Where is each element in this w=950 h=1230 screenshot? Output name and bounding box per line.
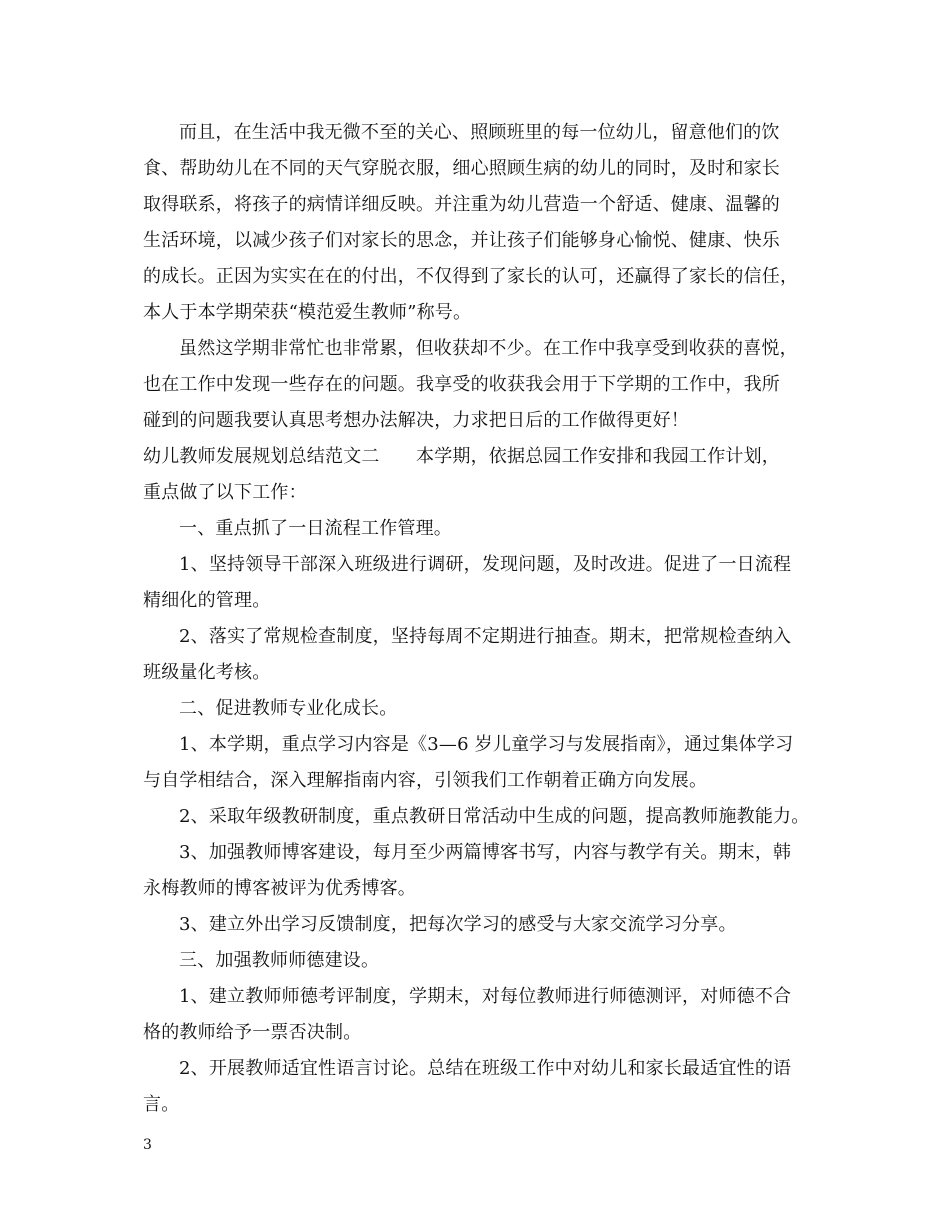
paragraph-line: 碰到的问题我要认真思考想办法解决，力求把日后的工作做得更好！	[143, 410, 689, 431]
section-heading: 一、重点抓了一日流程工作管理。	[179, 518, 452, 539]
paragraph-line: 重点做了以下工作：	[143, 482, 307, 503]
list-item-line: 与自学相结合，深入理解指南内容，引领我们工作朝着正确方向发展。	[143, 770, 708, 791]
list-item-line: 2、开展教师适宜性语言讨论。总结在班级工作中对幼儿和家长最适宜性的语	[179, 1058, 792, 1079]
paragraph-line: 虽然这学期非常忙也非常累，但收获却不少。在工作中我享受到收获的喜悦，	[179, 338, 798, 359]
list-item-line: 言。	[143, 1094, 180, 1115]
list-item-line: 2、采取年级教研制度，重点教研日常活动中生成的问题，提高教师施教能力。	[179, 806, 810, 827]
paragraph-line: 而且，在生活中我无微不至的关心、照顾班里的每一位幼儿，留意他们的饮	[179, 122, 780, 143]
paragraph-line: 的成长。正因为实实在在的付出，不仅得到了家长的认可，还赢得了家长的信任，	[143, 266, 799, 287]
section-heading: 二、促进教师专业化成长。	[179, 698, 398, 719]
paragraph-line: 生活环境，以减少孩子们对家长的思念，并让孩子们能够身心愉悦、健康、快乐	[143, 230, 780, 251]
list-item-line: 1、建立教师师德考评制度，学期末，对每位教师进行师德测评，对师德不合	[179, 986, 792, 1007]
list-item-line: 3、加强教师博客建设，每月至少两篇博客书写，内容与教学有关。期末，韩	[179, 842, 792, 863]
list-item-line: 格的教师给予一票否决制。	[143, 1022, 362, 1043]
list-item-line: 班级量化考核。	[143, 662, 271, 683]
paragraph-line: 食、帮助幼儿在不同的天气穿脱衣服，细心照顾生病的幼儿的同时，及时和家长	[143, 158, 780, 179]
list-item-line: 1、坚持领导干部深入班级进行调研，发现问题，及时改进。促进了一日流程	[179, 554, 792, 575]
paragraph-line: 也在工作中发现一些存在的问题。我享受的收获我会用于下学期的工作中，我所	[143, 374, 780, 395]
list-item-line: 永梅教师的博客被评为优秀博客。	[143, 878, 416, 899]
list-item-line: 精细化的管理。	[143, 590, 271, 611]
list-item-line: 1、本学期，重点学习内容是《3—6 岁儿童学习与发展指南》，通过集体学习	[179, 734, 794, 755]
section-title-line: 幼儿教师发展规划总结范文二 本学期，依据总园工作安排和我园工作计划，	[143, 446, 780, 467]
page-number: 3	[143, 1137, 152, 1153]
section-heading: 三、加强教师师德建设。	[179, 950, 380, 971]
list-item-line: 3、建立外出学习反馈制度，把每次学习的感受与大家交流学习分享。	[179, 914, 737, 935]
paragraph-line: 本人于本学期荣获“模范爱生教师”称号。	[143, 302, 472, 323]
list-item-line: 2、落实了常规检查制度，坚持每周不定期进行抽查。期末，把常规检查纳入	[179, 626, 792, 647]
paragraph-line: 取得联系，将孩子的病情详细反映。并注重为幼儿营造一个舒适、健康、温馨的	[143, 194, 780, 215]
